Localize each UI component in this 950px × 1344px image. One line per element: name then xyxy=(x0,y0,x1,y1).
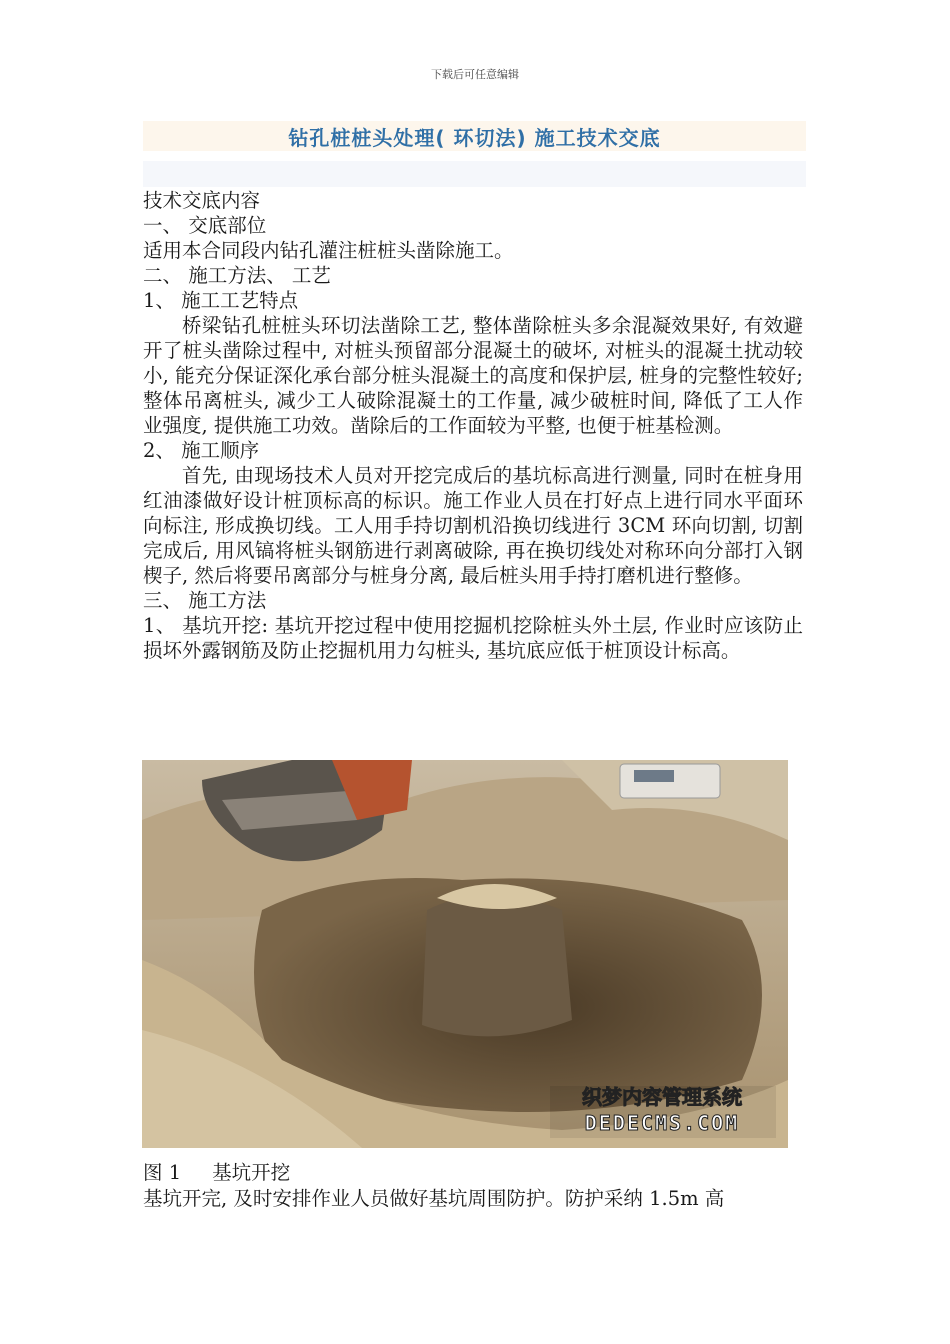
section-2-1-title: 1、 施工工艺特点 xyxy=(143,289,299,312)
section-1-text: 适用本合同段内钻孔灌注桩桩头凿除施工。 xyxy=(143,239,514,262)
figure-caption: 图 1 基坑开挖 xyxy=(143,1161,291,1184)
section-2-1-paragraph: 桥梁钻孔桩桩头环切法凿除工艺, 整体凿除桩头多余混凝效果好, 有效避开了桩头凿除过程中, 对桩头预留部分混凝土的破坏, 对桩头的混凝土扰动较小, 能充分保证深化承台部分桩头混凝土的高度和保护层, 桩身的完整性较好; 整体吊离桩头, 减少工人破除混凝土的工作量, 减少破桩时间, 降低了工人作业强度, 提供施工功效。凿除后的工作面较为平整, 也便于桩基检测。 xyxy=(143,314,803,437)
document-title: 钻孔桩桩头处理( 环切法) 施工技术交底 xyxy=(288,126,661,150)
section-1-title: 一、 交底部位 xyxy=(143,214,267,237)
blank-band xyxy=(143,161,806,187)
watermark-cn: 织梦内容管理系统 xyxy=(582,1085,742,1109)
section-3-title: 三、 施工方法 xyxy=(143,589,267,612)
document-body xyxy=(143,188,803,663)
section-3-1-paragraph: 1、 基坑开挖: 基坑开挖过程中使用挖掘机挖除桩头外土层, 作业时应该防止损坏外露钢筋及防止挖掘机用力勾桩头, 基坑底应低于桩顶设计标高。 xyxy=(143,614,803,662)
page-header-note: 下载后可任意编辑 xyxy=(431,68,519,81)
section-2-2-title: 2、 施工顺序 xyxy=(143,439,260,462)
content-heading: 技术交底内容 xyxy=(143,189,261,212)
section-2-2-paragraph: 首先, 由现场技术人员对开挖完成后的基坑标高进行测量, 同时在桩身用红油漆做好设计桩顶标高的标识。施工作业人员在打好点上进行同水平面环向标注, 形成换切线。工人用手持切割机沿换切线进行 3CM 环向切割, 切割完成后, 用风镐将桩头钢筋进行剥离破除, 再在换切线处对称环向分部打入钢楔子, 然后将要吊离部分与桩身分离, 最后桩头用手持打磨机进行整修。 xyxy=(143,464,803,587)
excavation-photo xyxy=(142,760,788,1148)
section-2-title: 二、 施工方法、 工艺 xyxy=(143,264,331,287)
watermark-en: DEDECMS.COM xyxy=(584,1111,740,1135)
tail-paragraph: 基坑开完, 及时安排作业人员做好基坑周围防护。防护采纳 1.5m 高 xyxy=(143,1187,725,1210)
